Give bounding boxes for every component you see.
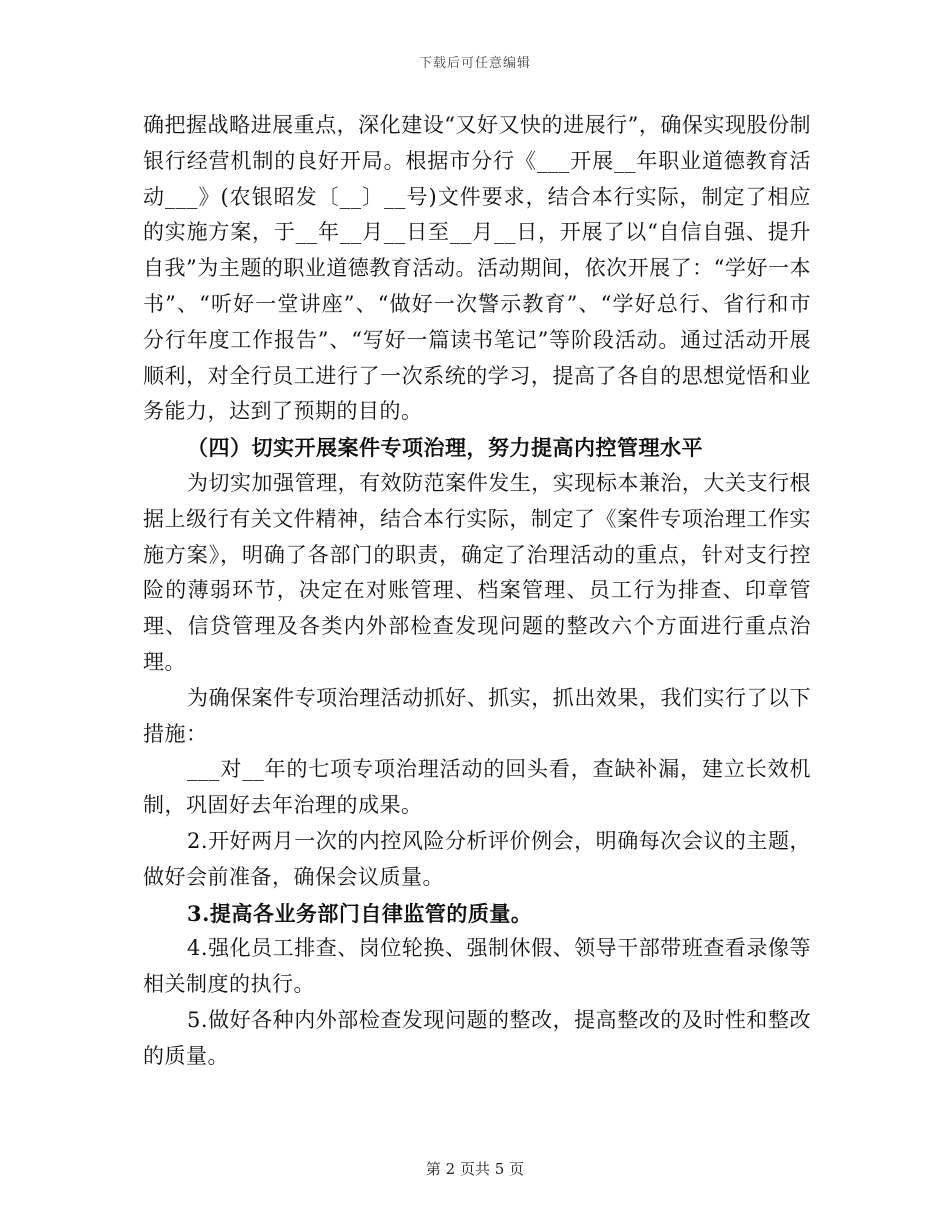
document-body xyxy=(143,108,811,1075)
measure-item-1: ___对__年的七项专项治理活动的回头看，查缺补漏，建立长效机制，巩固好去年治理的成果。 xyxy=(143,757,811,818)
page-header: 下载后可任意编辑 xyxy=(418,56,531,71)
measure-item-2: 2.开好两月一次的内控风险分析评价例会，明确每次会议的主题，做好会前准备，确保会议质量。 xyxy=(143,828,811,889)
page-number: 第 2 页共 5 页 xyxy=(425,1160,525,1178)
measure-item-3: 3.提高各业务部门自律监管的质量。 xyxy=(187,900,533,926)
section-heading-4: （四）切实开展案件专项治理，努力提高内控管理水平 xyxy=(187,435,703,461)
paragraph-intro: 确把握战略进展重点，深化建设“又好又快的进展行”，确保实现股份制银行经营机制的良好开局。根据市分行《___开展__年职业道德教育活动___》(农银昭发〔__〕__号)文件要求，结合本行实际，制定了相应的实施方案，于__年__月__日至__月__日，开展了以“自信自强、提升自我”为主题的职业道德教育活动。活动期间，依次开展了：“学好一本书”、“听好一堂讲座”、“做好一次警示教育”、“学好总行、省行和市分行年度工作报告”、“写好一篇读书笔记”等阶段活动。通过活动开展顺利，对全行员工进行了一次系统的学习，提高了各自的思想觉悟和业务能力，达到了预期的目的。 xyxy=(143,113,811,424)
paragraph-measures-intro: 为确保案件专项治理活动抓好、抓实，抓出效果，我们实行了以下措施： xyxy=(143,685,811,746)
measure-item-4: 4.强化员工排查、岗位轮换、强制休假、领导干部带班查看录像等相关制度的执行。 xyxy=(143,936,811,997)
measure-item-5: 5.做好各种内外部检查发现问题的整改，提高整改的及时性和整改的质量。 xyxy=(143,1007,811,1068)
paragraph-case-governance: 为切实加强管理，有效防范案件发生，实现标本兼治，大关支行根据上级行有关文件精神，结合本行实际，制定了《案件专项治理工作实施方案》，明确了各部门的职责，确定了治理活动的重点，针对支行控险的薄弱环节，决定在对账管理、档案管理、员工行为排查、印章管理、信贷管理及各类内外部检查发现问题的整改六个方面进行重点治理。 xyxy=(143,470,811,674)
